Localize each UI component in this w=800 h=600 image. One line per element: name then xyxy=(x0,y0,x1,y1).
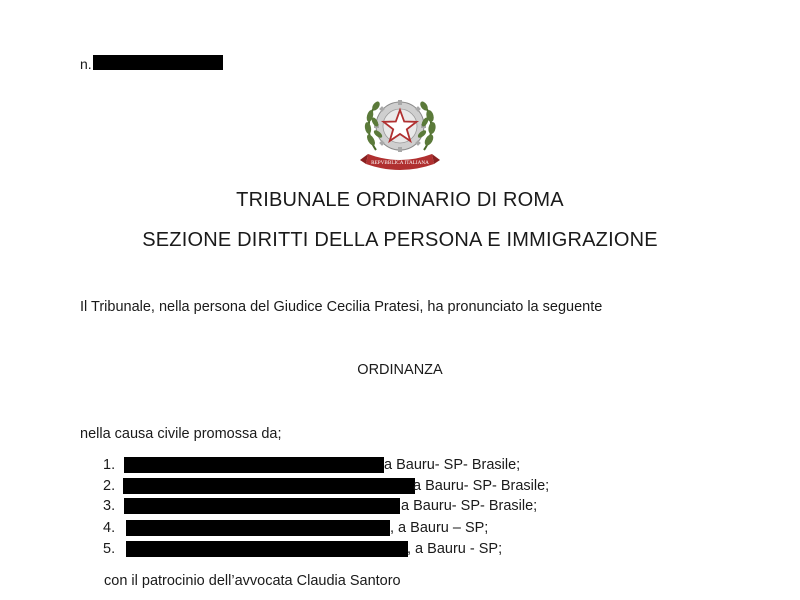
party-item xyxy=(0,457,800,477)
document-type-heading: ORDINANZA xyxy=(357,362,443,378)
document-number-label: n. xyxy=(80,56,92,72)
intro-text: Il Tribunale, nella persona del Giudice Cecilia Pratesi, ha pronunciato la seguente xyxy=(80,299,603,315)
redacted-party-name xyxy=(124,498,400,514)
court-title: TRIBUNALE ORDINARIO DI ROMA xyxy=(236,189,564,211)
party-item xyxy=(0,498,800,518)
party-location: , a Bauru – SP; xyxy=(390,520,489,536)
party-item xyxy=(0,541,800,561)
redacted-document-number xyxy=(93,55,223,70)
redacted-party-name xyxy=(123,478,415,494)
italian-republic-emblem xyxy=(358,88,442,174)
party-number: 5. xyxy=(103,541,116,557)
redacted-party-name xyxy=(126,541,408,557)
party-location: a Bauru- SP- Brasile; xyxy=(401,498,538,514)
party-location: a Bauru- SP- Brasile; xyxy=(384,457,521,473)
party-number: 2. xyxy=(103,478,116,494)
svg-text:REPVBBLICA ITALIANA: REPVBBLICA ITALIANA xyxy=(371,160,429,166)
redacted-party-name xyxy=(124,457,384,473)
party-number: 1. xyxy=(103,457,116,473)
party-number: 3. xyxy=(103,498,116,514)
emblem-icon xyxy=(358,88,442,174)
party-item xyxy=(0,520,800,540)
section-title: SEZIONE DIRITTI DELLA PERSONA E IMMIGRAZIONE xyxy=(142,229,658,251)
counsel-text: con il patrocinio dell’avvocata Claudia Santoro xyxy=(104,573,401,589)
party-item xyxy=(0,478,800,498)
redacted-party-name xyxy=(126,520,390,536)
party-number: 4. xyxy=(103,520,116,536)
party-location: a Bauru- SP- Brasile; xyxy=(413,478,550,494)
case-line: nella causa civile promossa da; xyxy=(80,426,282,442)
party-location: , a Bauru - SP; xyxy=(407,541,503,557)
